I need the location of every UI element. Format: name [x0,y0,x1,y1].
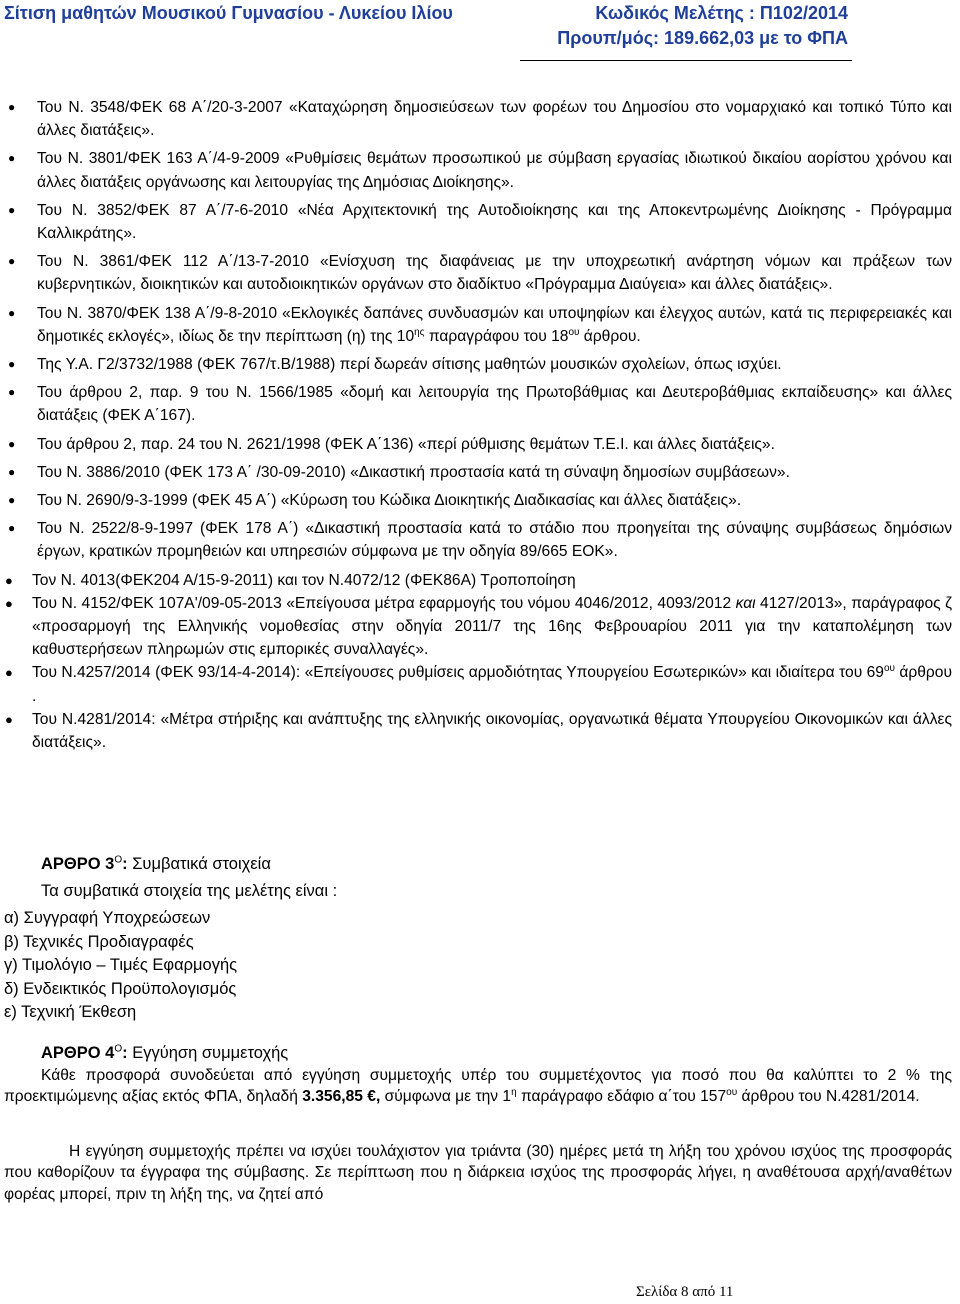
article3-intro: Τα συμβατικά στοιχεία της μελέτης είναι : [41,882,338,900]
bullet-icon: ● [8,521,16,536]
header-budget: Προυπ/μός: 189.662,03 με το ΦΠΑ [557,28,848,48]
document-item: β) Τεχνικές Προδιαγραφές [4,932,194,951]
bullet-icon: ● [8,100,16,114]
header-rule [520,60,852,61]
bullet-icon: ● [8,436,16,451]
bullet-icon: ● [5,595,13,611]
bullet-icon: ● [8,305,16,320]
article3-heading: ΑΡΘΡΟ $3^O$: Συμβατικά στοιχεία [41,854,271,873]
law-item: ● Του Ν. 3852/ΦΕΚ 87 Α΄/7-6-2010 «Νέα Αρχιτεκτονική της Αυτοδιοίκησης και της Αποκεντρωμένης Διοίκησης - Πρόγραμμα Καλλικράτης». [0,199,960,245]
law-item: ● Της Υ.Α. Γ2/3732/1988 (ΦΕΚ 767/τ.Β/1988) περί δωρεάν σίτισης μαθητών μουσικών σχολείων, όπως ισχύει. [0,353,960,376]
law-item: ● Του Ν.4257/2014 (ΦΕΚ 93/14-4-2014): «Επείγουσες ρυθμίσεις αρμοδιότητας Υπουργείου Εσωτερικών» και ιδιαίτερα του $69^{o\upsilon}$ άρθρου . [5,663,952,705]
document-item: α) Συγγραφή Υποχρεώσεων [4,909,211,927]
law-item: ● Του Ν. 3886/2010 (ΦΕΚ 173 Α΄ /30-09-2010) «Δικαστική προστασία κατά τη σύναψη δημοσίων συμβάσεων». [0,461,960,484]
contract-documents-list [4,907,237,1025]
law-item: ● Του Ν. 3548/ΦΕΚ 68 Α΄/20-3-2007 «Καταχώρηση δημοσιεύσεων των φορέων του Δημοσίου στο νομαρχιακό και τοπικό Τύπο και άλλες διατάξεις». [0,96,960,142]
bullet-icon: ● [8,202,16,217]
law-item: ● Του άρθρου 2, παρ. 24 του Ν. 2621/1998 (ΦΕΚ Α΄136) «περί ρύθμισης θεμάτων Τ.Ε.Ι. και άλλες διατάξεις». [0,433,960,456]
header-study-code: Κωδικός Μελέτης : Π102/2014 [595,3,848,23]
document-item: δ) Ενδεικτικός Προϋπολογισμός [4,979,237,998]
law-item: ● Του Ν. 4152/ΦΕΚ 107Α'/09-05-2013 «Επείγουσα μέτρα εφαρμογής του νόμου 4046/2012, 4093/2012 και 4127/2013», παράγραφος ζ «προσαρμογή της Ελληνικής νομοθεσίας στην οδηγία 2011/7 της 16ης Φεβρουαρίου 2011 για την καταπολέμηση των καθυστερήσεων πληρωμών στις εμπορικές συναλλαγές». [0,592,960,662]
bullet-icon: ● [8,254,16,269]
law-item: ● Τον Ν. 4013(ΦΕΚ204 Α/15-9-2011) και τον Ν.4072/12 (ΦΕΚ86Α) Τροποποίηση [0,569,960,592]
bullet-icon: ● [8,151,16,166]
document-item: γ) Τιμολόγιο – Τιμές Εφαρμογής [4,956,238,975]
document-item: ε) Τεχνική Έκθεση [4,1003,137,1022]
page-header [0,0,960,60]
laws-list [0,96,960,754]
bullet-icon: ● [5,665,13,681]
bullet-icon: ● [5,711,13,727]
law-item: ● Του άρθρου 2, παρ. 9 του Ν. 1566/1985 «δομή και λειτουργία της Πρωτοβάθμιας και Δευτεροβάθμιας εκπαίδευσης» και άλλες διατάξεις (ΦΕΚ Α΄167). [0,381,960,427]
law-item: ● Του Ν. 3801/ΦΕΚ 163 Α΄/4-9-2009 «Ρυθμίσεις θεμάτων προσωπικού με σύμβαση εργασίας ιδιωτικού δικαίου αορίστου χρόνου και άλλες διατάξεις οργάνωσης και λειτουργίας της Δημόσιας Διοίκησης». [0,147,960,193]
article4-paragraph: Η εγγύηση συμμετοχής πρέπει να ισχύει τουλάχιστον για τριάντα (30) ημέρες μετά τη λήξη του χρόνου ισχύος της προσφοράς που καθορίζουν τα έγγραφα της σύμβασης. Σε περίπτωση που η διάρκεια ισχύος της προσφοράς λήγει, η αναθέτουσα αρχή/αναθέτων φορέας μπορεί, πριν τη λήξη της, να ζητεί από [4,1143,952,1203]
article4-heading: ΑΡΘΡΟ $4^O$: Εγγύηση συμμετοχής [41,1043,289,1062]
bullet-icon: ● [8,493,16,508]
article4-paragraph: Κάθε προσφορά συνοδεύεται από εγγύηση συμμετοχής υπέρ του συμμετέχοντος για ποσό που θα καλύπτει το 2 % της προεκτιμώμενης αξίας εκτός ΦΠΑ, δηλαδή 3.356,85 €, σύμφωνα με την $1^\eta$ παράγραφο εδάφιο α΄του $157^{o\upsilon}$ άρθρου του Ν.4281/2014. [4,1067,952,1106]
law-item: ● Του Ν.4281/2014: «Μέτρα στήριξης και ανάπτυξης της ελληνικής οικονομίας, οργανωτικά θέματα Υπουργείου Οικονομικών και άλλες διατάξεις». [0,708,960,754]
law-item: ● Του Ν. 2522/8-9-1997 (ΦΕΚ 178 Α΄) «Δικαστική προστασία κατά το στάδιο που προηγείται της σύναψης συμβάσεως δημόσιων έργων, κρατικών προμηθειών και υπηρεσιών σύμφωνα με την οδηγία 89/665 ΕΟΚ». [0,517,960,563]
header-title: Σίτιση μαθητών Μουσικού Γυμνασίου - Λυκείου Ιλίου [4,3,453,23]
bullet-icon: ● [8,357,16,372]
bullet-icon: ● [8,464,16,479]
bullet-icon: ● [8,385,16,400]
law-item: ● Του Ν. 3870/ΦΕΚ 138 Α΄/9-8-2010 «Εκλογικές δαπάνες συνδυασμών και υποψηφίων και έλεγχος αυτών, κατά τις περιφερειακές και δημοτικές εκλογές», ιδίως δε την περίπτωση (η) της $10^{\eta\varsigma}$ παραγράφου του $18^{o\upsilon}$ άρθρου. [0,302,960,348]
page-number: Σελίδα 8 από 11 [636,1284,734,1300]
bullet-icon: ● [5,572,13,588]
law-item: ● Του Ν. 2690/9-3-1999 (ΦΕΚ 45 Α΄) «Κύρωση του Κώδικα Διοικητικής Διαδικασίας και άλλες διατάξεις». [0,489,960,512]
law-item: ● Του Ν. 3861/ΦΕΚ 112 Α΄/13-7-2010 «Ενίσχυση της διαφάνειας με την υποχρεωτική ανάρτηση νόμων και πράξεων των κυβερνητικών, διοικητικών και αυτοδιοικητικών οργάνων στο διαδίκτυο «Πρόγραμμα Διαύγεια» και άλλες διατάξεις». [0,250,960,296]
